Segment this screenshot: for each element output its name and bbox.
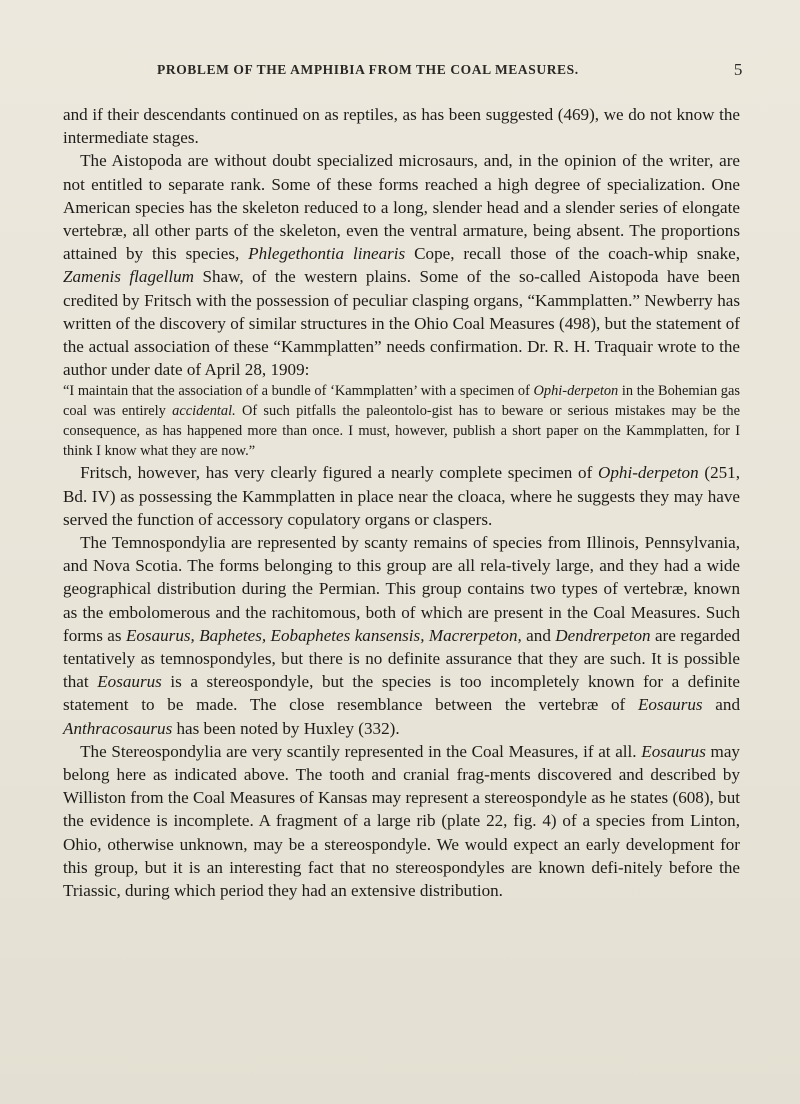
page-number: 5 <box>733 60 743 79</box>
text-run: The Aistopoda are without doubt specialized microsaurs, and, in the opinion of the writer, are not entitled to separate rank. Some of these forms reached a high degree of specialization. One American species has the skeleton reduced to a long, slender head and a slender series of elongate vertebræ, all other parts of the skeleton, even the ventral armature, being absent. The proportions attained by this species, <box>63 151 740 264</box>
text-run: and <box>521 625 556 645</box>
body-text <box>63 103 740 902</box>
species-name: Phlegethontia linearis <box>248 244 406 264</box>
genus-name: Ophi-derpeton <box>598 463 699 483</box>
paragraph-fritsch <box>63 461 740 531</box>
genus-name: Eosaurus <box>641 741 706 761</box>
text-run: (251, Bd. IV) as possessing the Kammplatten in place near the cloaca, where he suggests they may have served the function of accessory copulatory organs or claspers. <box>63 463 740 529</box>
genus-name: Ophi-derpeton <box>533 383 619 400</box>
genus-name: Eosaurus <box>97 672 162 692</box>
text-run: Fritsch, however, has very clearly figured a nearly complete specimen of <box>80 463 598 483</box>
text-run: is a stereospondyle, but the species is too incompletely known for a definite statement to be made. The close resemblance between the vertebræ of <box>63 672 741 715</box>
text-run: may belong here as indicated above. The tooth and cranial frag-ments discovered and described by Williston from the Coal Measures of Kansas may represent a stereospondyle as he states (608), but the evidence is incomplete. A fragment of a large rib (plate 22, fig. 4) of a species from Linton, Ohio, otherwise unknown, may be a stereospondyle. We would expect an early development for this group, but it is an interesting fact that no stereospondyles are known defi-nitely before the Triassic, during which period they had an extensive distribution. <box>63 741 740 901</box>
text-run: Shaw, of the western plains. Some of the so-called Aistopoda have been credited by Fritsch with the possession of peculiar clasping organs, “Kammplatten.” Newberry has written of the discovery of similar structures in the Ohio Coal Measures (498), but the statement of the actual association of these “Kammplatten” needs confirmation. Dr. R. H. Traquair wrote to the author under date of April 28, 1909: <box>63 267 741 380</box>
text-run: The Stereospondylia are very scantily represented in the Coal Measures, if at all. <box>80 741 642 761</box>
genus-name: Anthracosaurus <box>63 718 173 738</box>
text-run: and <box>702 695 740 715</box>
text-run: Of such pitfalls the paleontolo-gist has to beware or serious mistakes may be the consequence, as has happened more than once. I must, however, publish a short paper on the Kammplatten, for I think I know what they are now.” <box>63 403 740 460</box>
paragraph-stereospondylia <box>63 740 740 902</box>
text-run: has been noted by Huxley (332). <box>172 718 400 738</box>
genus-name: Eosaurus <box>637 695 703 715</box>
traquair-quote <box>63 381 740 461</box>
genus-list: Eosaurus, Baphetes, Eobaphetes kansensis, Macrerpeton, <box>125 625 522 645</box>
emphasis: accidental. <box>172 403 236 420</box>
running-title: PROBLEM OF THE AMPHIBIA FROM THE COAL MEASURES. <box>157 62 579 77</box>
text-run: “I maintain that the association of a bundle of ‘Kammplatten’ with a specimen of <box>63 383 534 400</box>
paragraph-temnospondylia <box>63 531 740 740</box>
genus-name: Dendrerpeton <box>555 625 651 645</box>
text-run: in the Bohemian gas coal was entirely <box>63 383 740 420</box>
paragraph-1 <box>63 103 740 149</box>
species-name: Zamenis flagellum <box>63 267 194 287</box>
paragraph-1-text: and if their descendants continued on as reptiles, as has been suggested (469), we do not know the intermediate stages. <box>63 105 740 148</box>
text-run: The Temnospondylia are represented by scanty remains of species from Illinois, Pennsylvania, and Nova Scotia. The forms belonging to this group are all rela-tively large, and they had a wide geographical distribution during the Permian. This group contains two types of vertebræ, known as the embolomerous and the rachitomous, both of which are present in the Coal Measures. Such forms as <box>63 533 740 645</box>
text-run: are regarded tentatively as temnospondyles, but there is no definite assurance that they are such. It is possible that <box>63 625 741 692</box>
text-run: Cope, recall those of the coach-whip snake, <box>405 244 741 264</box>
paragraph-aistopoda <box>63 149 740 381</box>
